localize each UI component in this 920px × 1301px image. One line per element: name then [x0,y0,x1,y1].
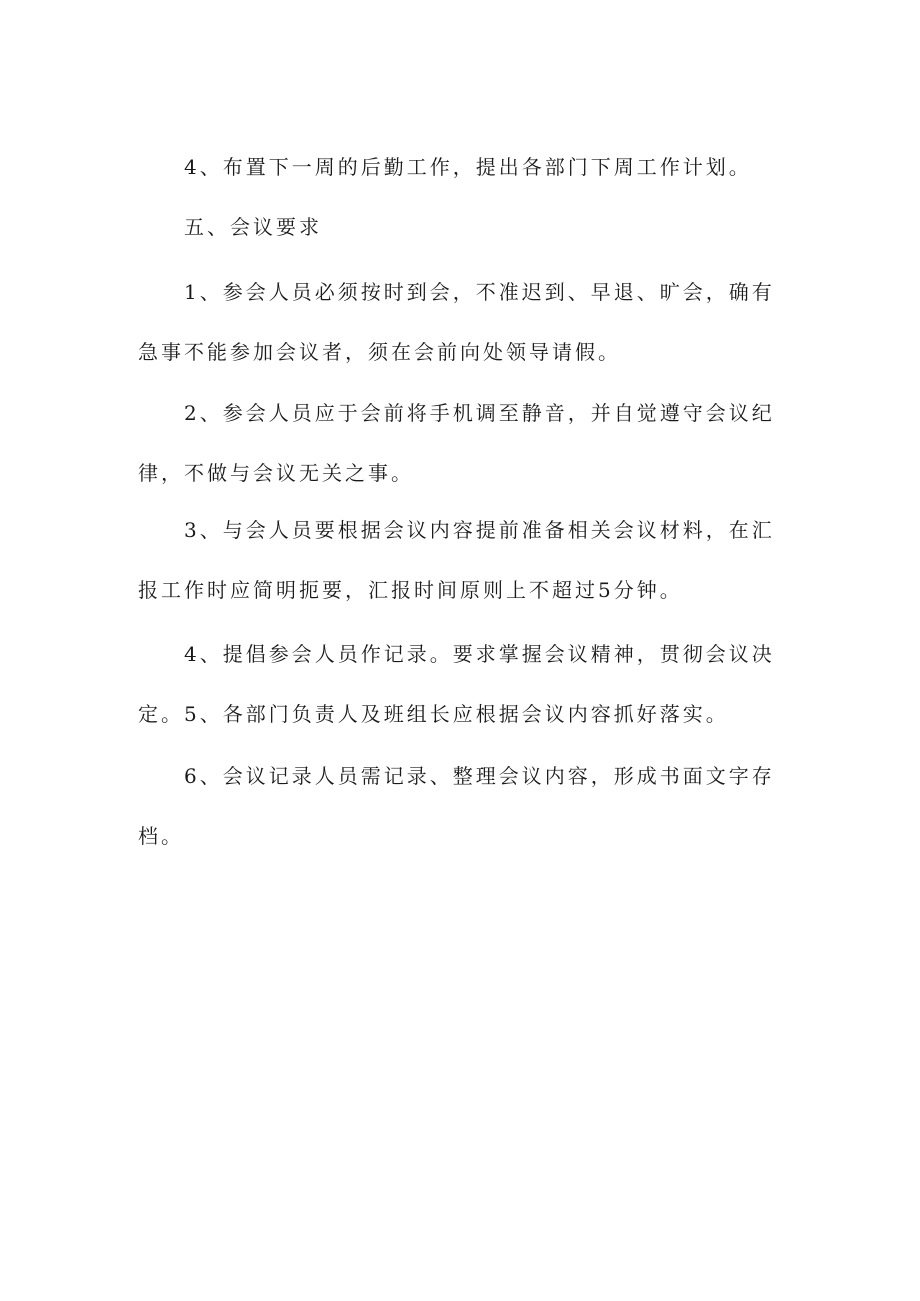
section-heading-meeting-requirements: 五、会议要求 [184,215,322,239]
paragraph-requirement-4: 4、提倡参会人员作记录。要求掌握会议精神，贯彻会议决定。 [138,642,775,726]
paragraph-requirement-3: 3、与会人员要根据会议内容提前准备相关会议材料，在汇报工作时应简明扼要，汇报时间原则上不超过5分钟。 [138,518,775,602]
paragraph-requirement-6: 6、会议记录人员需记录、整理会议内容，形成书面文字存档。 [138,764,775,848]
paragraph-requirement-5: 5、各部门负责人及班组长应根据会议内容抓好落实。 [184,702,729,726]
paragraph-weekly-logistics: 4、布置下一周的后勤工作，提出各部门下周工作计划。 [184,155,752,179]
paragraph-requirement-1: 1、参会人员必须按时到会，不准迟到、早退、旷会，确有急事不能参加会议者，须在会前向处领导请假。 [138,280,775,364]
paragraph-requirement-2: 2、参会人员应于会前将手机调至静音，并自觉遵守会议纪律，不做与会议无关之事。 [138,401,775,485]
